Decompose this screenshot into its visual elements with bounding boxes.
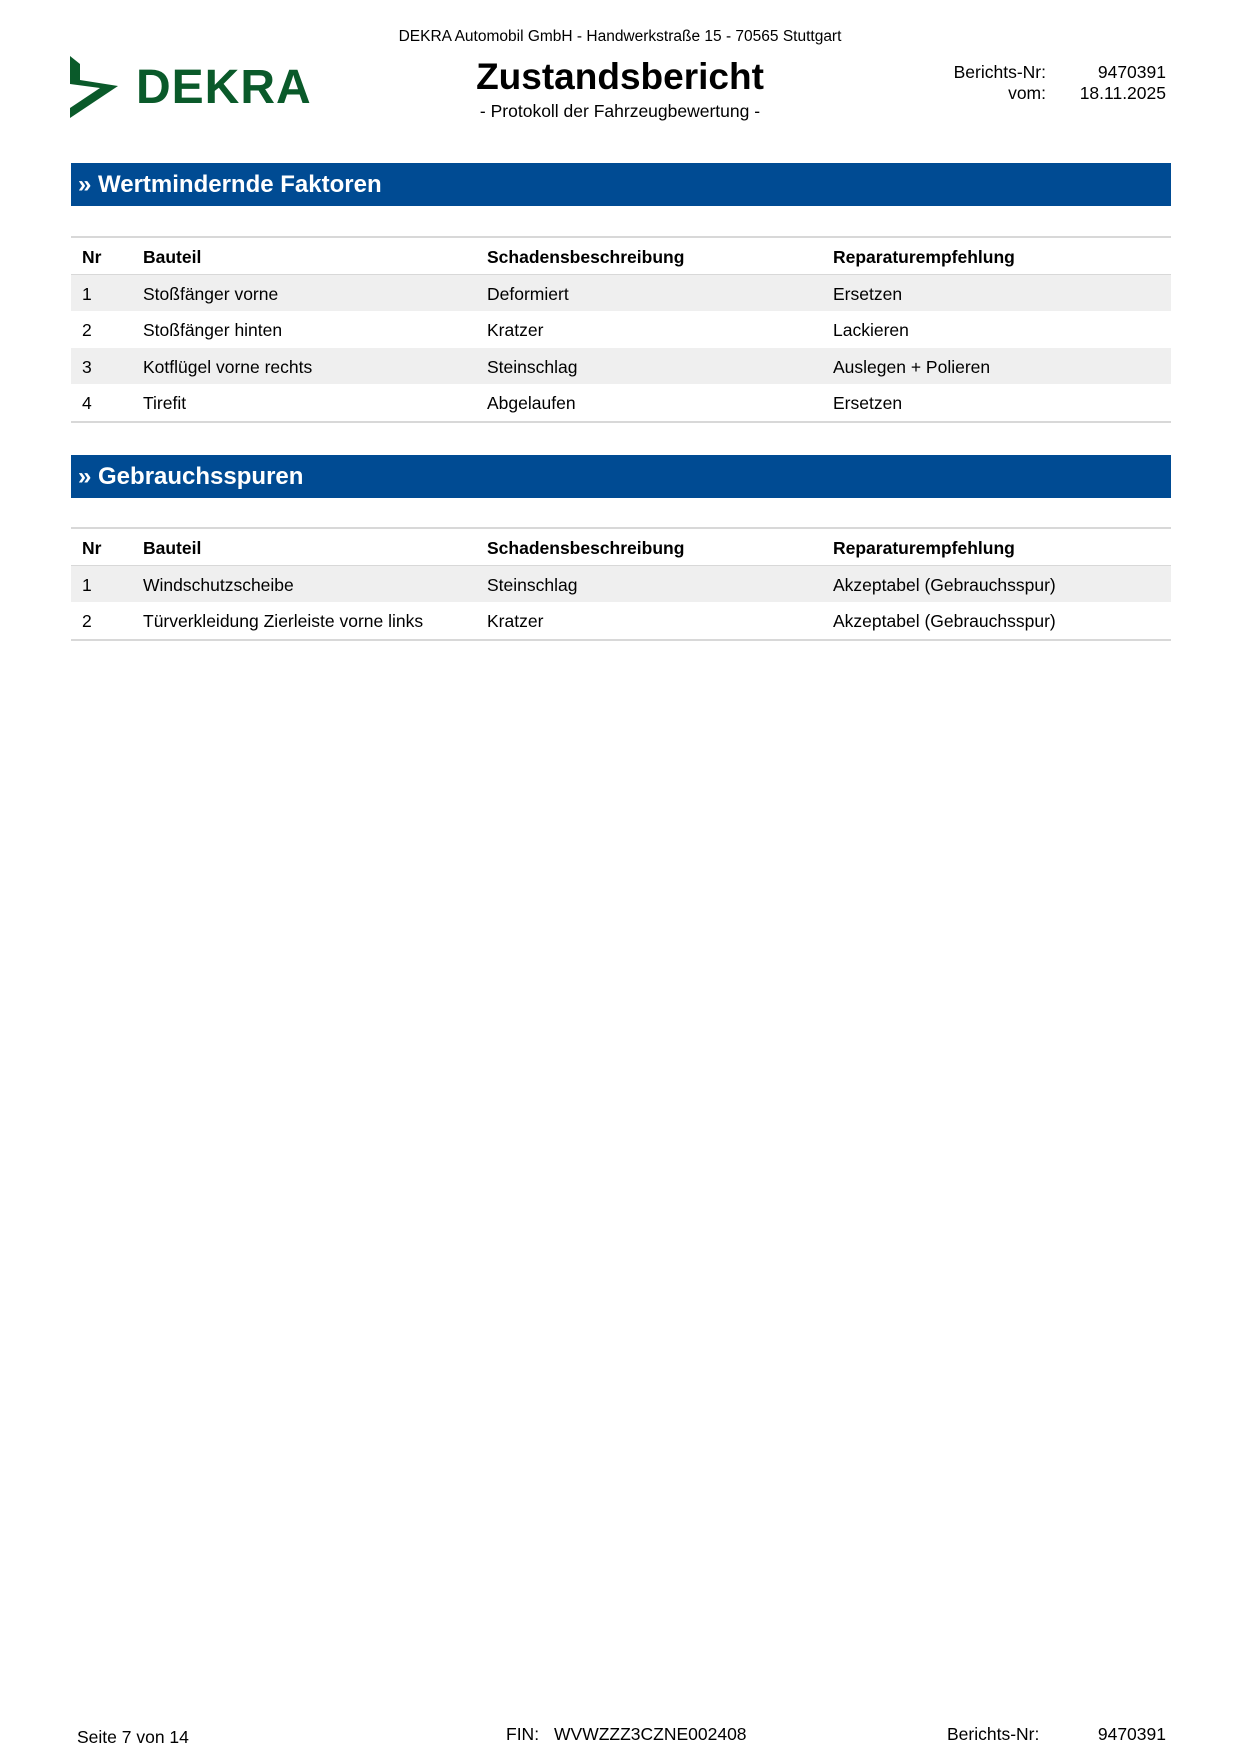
column-header: Nr <box>82 538 102 558</box>
cell: Tirefit <box>143 393 187 413</box>
column-header: Reparaturempfehlung <box>833 247 1015 267</box>
logo-wordmark: DEKRA <box>136 61 312 114</box>
footer-report-no-label: Berichts-Nr: <box>947 1724 1040 1744</box>
column-header: Nr <box>82 247 102 267</box>
wertmindernde-faktoren-table <box>71 236 1171 423</box>
page-number: Seite 7 von 14 <box>77 1727 189 1747</box>
footer-report-no: 9470391 <box>1097 1724 1166 1744</box>
cell: Akzeptabel (Gebrauchsspur) <box>833 574 1056 595</box>
section-header-gebrauchsspuren: » Gebrauchsspuren <box>71 455 1171 498</box>
cell: Windschutzscheibe <box>143 574 294 595</box>
cell: Kratzer <box>487 611 544 631</box>
table-header-row <box>71 529 1171 566</box>
report-no: 9470391 <box>1097 62 1166 82</box>
cell: Auslegen + Polieren <box>833 356 991 377</box>
cell: Abgelaufen <box>487 393 576 413</box>
column-header: Schadensbeschreibung <box>487 247 685 267</box>
table-row <box>71 384 1171 421</box>
cell: Türverkleidung Zierleiste vorne links <box>143 611 424 631</box>
cell: Steinschlag <box>487 356 578 377</box>
cell: Akzeptabel (Gebrauchsspur) <box>833 611 1056 631</box>
page-subtitle: - Protokoll der Fahrzeugbewertung - <box>479 101 761 121</box>
table-row <box>71 348 1171 385</box>
cell: 2 <box>82 611 92 631</box>
report-no-label: Berichts-Nr: <box>953 62 1046 82</box>
cell: Lackieren <box>833 320 909 340</box>
column-header: Bauteil <box>143 247 202 267</box>
cell: Deformiert <box>487 283 569 304</box>
section-header-wertmindernde-faktoren: » Wertmindernde Faktoren <box>71 163 1171 206</box>
column-header: Bauteil <box>143 538 202 558</box>
cell: Stoßfänger vorne <box>143 283 279 304</box>
cell: Steinschlag <box>487 574 578 595</box>
table-row <box>71 566 1171 603</box>
fin-value: WVWZZZ3CZNE002408 <box>554 1724 747 1744</box>
fin-label: FIN: <box>506 1724 540 1744</box>
cell: 1 <box>82 574 92 595</box>
date-label: vom: <box>1008 83 1046 103</box>
cell: 1 <box>82 283 92 304</box>
company-address: DEKRA Automobil GmbH - Handwerkstraße 15 - 70565 Stuttgart <box>398 28 842 45</box>
table-row <box>71 311 1171 348</box>
table-row <box>71 602 1171 639</box>
table-row <box>71 275 1171 312</box>
cell: 2 <box>82 320 92 340</box>
page-title: Zustandsbericht <box>476 56 764 97</box>
cell: Ersetzen <box>833 283 903 304</box>
report-date: 18.11.2025 <box>1079 83 1166 103</box>
cell: Kratzer <box>487 320 544 340</box>
table-header-row <box>71 238 1171 275</box>
cell: 4 <box>82 393 92 413</box>
cell: Ersetzen <box>833 393 903 413</box>
column-header: Schadensbeschreibung <box>487 538 685 558</box>
column-header: Reparaturempfehlung <box>833 538 1015 558</box>
cell: 3 <box>82 356 92 377</box>
cell: Stoßfänger hinten <box>143 320 283 340</box>
gebrauchsspuren-table <box>71 527 1171 641</box>
cell: Kotflügel vorne rechts <box>143 356 313 377</box>
